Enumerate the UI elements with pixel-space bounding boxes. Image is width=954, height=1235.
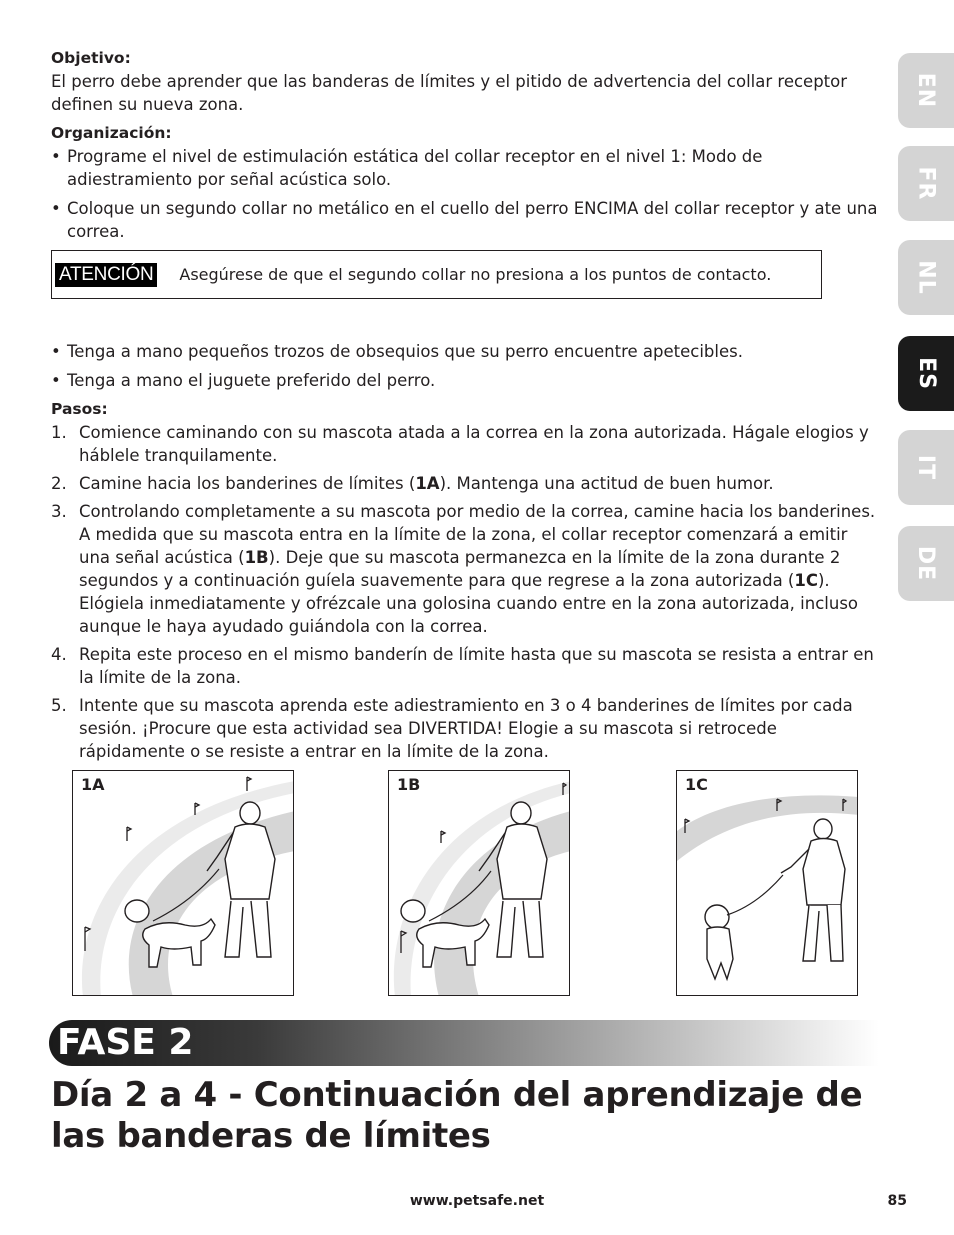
objective-text-line-1: El perro debe aprender que las banderas de límites y el pitido de advertencia del collar receptor — [51, 72, 848, 91]
step-item — [51, 694, 881, 763]
step-text: Intente que su mascota aprenda este adiestramiento en 3 o 4 banderines de límites por cada sesión. ¡Procure que esta actividad sea DIVERTIDA! Elogie a su mascota si retrocede rápidamente o se resiste a entrar en la límite de la zona. — [79, 696, 853, 761]
warning-text: Asegúrese de que el segundo collar no presiona a los puntos de contacto. — [179, 265, 772, 284]
tab-lang-de[interactable] — [898, 526, 954, 601]
step-item — [51, 421, 881, 467]
step-text: ). Elógiela inmediatamente y ofrézcale una golosina cuando entre en la zona autorizada, incluso aunque le haya ayudado guiándola con la correa. — [79, 571, 859, 636]
organization-bullet-text: Coloque un segundo collar no metálico en el cuello del perro ENCIMA del collar receptor y ate una correa. — [67, 199, 878, 241]
step-text: Controlando completamente a su mascota por medio de la correa, camine hacia los banderines. A medida que su mascota entra en la límite de la zona, el collar receptor comenzará a emitir una señal acústica ( — [79, 502, 876, 567]
figure-1a — [72, 770, 294, 996]
supply-bullet-text: Tenga a mano el juguete preferido del perro. — [67, 371, 436, 390]
step-text: Camine hacia los banderines de límites ( — [79, 474, 416, 493]
bullet-symbol: • — [51, 199, 61, 218]
tab-lang-es[interactable] — [898, 336, 954, 411]
organization-bullet — [51, 197, 881, 243]
step-item — [51, 500, 881, 638]
training-illustration — [389, 771, 570, 996]
page-content — [51, 47, 881, 768]
tab-lang-en[interactable] — [898, 53, 954, 128]
page-title-line-1: Día 2 a 4 - Continuación del aprendizaje de — [51, 1075, 863, 1115]
training-illustration — [677, 771, 858, 996]
tab-label: FR — [913, 166, 939, 201]
phase-label: FASE 2 — [57, 1022, 194, 1063]
tab-label: DE — [913, 545, 939, 582]
step-number: 2. — [51, 474, 67, 493]
step-item — [51, 643, 881, 689]
tab-lang-nl[interactable] — [898, 240, 954, 315]
bullet-symbol: • — [51, 147, 61, 166]
warning-label: ATENCIÓN — [55, 263, 157, 287]
step-text: Comience caminando con su mascota atada a la correa en la zona autorizada. Hágale elogios y háblele tranquilamente. — [79, 423, 869, 465]
tab-label: EN — [913, 72, 939, 109]
figure-label: 1A — [81, 775, 105, 794]
phase-banner — [49, 1020, 879, 1066]
training-illustration — [73, 771, 294, 996]
supply-bullet — [51, 369, 881, 392]
step-text: ). Mantenga una actitud de buen humor. — [439, 474, 774, 493]
supply-bullet-text: Tenga a mano pequeños trozos de obsequios que su perro encuentre apetecibles. — [67, 342, 743, 361]
step-number: 5. — [51, 696, 67, 715]
bullet-symbol: • — [51, 371, 61, 390]
organization-bullet — [51, 145, 881, 191]
page-title — [51, 1075, 891, 1157]
organization-bullet-text: Programe el nivel de estimulación estática del collar receptor en el nivel 1: Modo de adiestramiento por señal acústica solo. — [67, 147, 763, 189]
page-number: 85 — [887, 1193, 907, 1209]
figure-reference: 1A — [415, 474, 440, 493]
step-number: 4. — [51, 645, 67, 664]
figure-label: 1C — [685, 775, 708, 794]
supply-bullet — [51, 340, 881, 363]
figure-1c — [676, 770, 858, 996]
warning-box — [51, 250, 822, 299]
objective-text-line-2: definen su nueva zona. — [51, 95, 244, 114]
figure-label: 1B — [397, 775, 421, 794]
tab-lang-fr[interactable] — [898, 146, 954, 221]
step-text: ). Deje que su mascota permanezca en la límite de la zona durante 2 segundos y a continuación guíela suavemente para que regrese a la zona autorizada ( — [79, 548, 841, 590]
figure-1b — [388, 770, 570, 996]
tab-label: IT — [913, 454, 939, 481]
figure-reference: 1C — [794, 571, 818, 590]
step-number: 3. — [51, 502, 67, 521]
page-title-line-2: las banderas de límites — [51, 1116, 491, 1156]
objective-heading: Objetivo: — [51, 49, 131, 67]
footer-url: www.petsafe.net — [409, 1193, 545, 1209]
tab-lang-it[interactable] — [898, 430, 954, 505]
step-number: 1. — [51, 423, 67, 442]
organization-heading: Organización: — [51, 124, 172, 142]
tab-label: ES — [913, 357, 939, 390]
bullet-symbol: • — [51, 342, 61, 361]
step-item — [51, 472, 881, 495]
tab-label: NL — [913, 260, 939, 295]
step-text: Repita este proceso en el mismo banderín de límite hasta que su mascota se resista a entrar en la límite de la zona. — [79, 645, 874, 687]
steps-heading: Pasos: — [51, 400, 108, 418]
figure-reference: 1B — [244, 548, 269, 567]
